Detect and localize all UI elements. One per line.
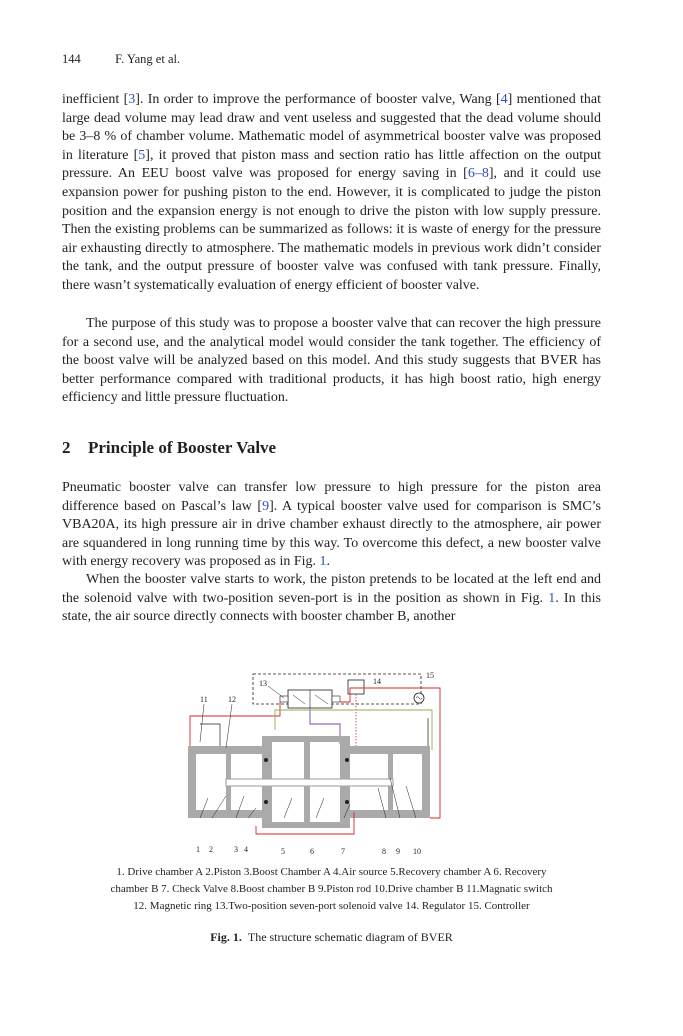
bver-schematic-diagram [180,668,470,860]
fig-label-1: 1 [196,845,200,854]
pipe-green [275,710,432,750]
solenoid-valve-icon [280,690,340,708]
section-title-text: Principle of Booster Valve [88,438,277,457]
citation-link[interactable]: 9 [262,498,270,514]
running-header [62,52,180,67]
fig-label-2: 2 [209,845,213,854]
fig-label-3: 3 [234,845,238,854]
running-title: F. Yang et al. [115,52,181,66]
fig-label-15: 15 [426,671,434,680]
piston-rod [226,779,393,786]
citation-link[interactable]: 6–8 [467,166,489,182]
paragraph-intro-1: inefficient [3]. In order to improve the performance of booster valve, Wang [4] mentioned that large dead volume may lead draw and vent useless and suggested that the dead volume should be 3–8 % of chamber volume. Mathematic model of asymmetrical booster valve was proposed in literature [5], it proved that piston mass and section ratio has little affection on the output pressure. An EEU boost valve was proposed for energy saving in [6–8], and it could use expansion power for pushing piston to the end. However, it is complicated to judge the piston position and the expansion energy is not enough to drive the piston with low supply pressure. Then the existing problems can be summarized as follows: it is waste of energy for the pressure air exhausting directly to atmosphere. The mathematic models in previous work didn’t consider the tank, and the output pressure of booster valve was confused with tank pressure. Finally, there wasn’t systematically evaluation of energy efficient of booster valve. [62,92,602,293]
paragraph-principle-2: When the booster valve starts to work, the piston pretends to be located at the left end and the solenoid valve with two-position seven-port is in the position as shown in Fig. 1. In this state, the air source directly connects with booster chamber B, another [62,572,601,625]
fig-label-4: 4 [244,845,248,854]
fig-label-7: 7 [341,847,345,856]
citation-link[interactable]: 3 [128,92,136,107]
citation-link[interactable]: 1 [548,590,556,606]
legend-line: chamber B 7. Check Valve 8.Boost chamber B 9.Piston rod 10.Drive chamber B 11.Magnatic switch [110,883,553,895]
fig-label-11: 11 [200,695,208,704]
citation-link[interactable]: 1 [319,554,327,570]
paragraph-principle-1: Pneumatic booster valve can transfer low pressure to high pressure for the piston area difference based on Pascal’s law [9]. A typical booster valve used for comparison is SMC’s VBA20A, its high pressure air in drive chamber exhaust directly to the atmosphere, air power are squandered in long running time by this way. To overcome this defect, a new booster valve with energy recovery was proposed as in Fig. 1. [62,480,601,570]
fig-label-6: 6 [310,847,314,856]
section-number: 2 [62,438,71,457]
fig-label-8: 8 [382,847,386,856]
figure-legend [62,864,601,915]
citation-link[interactable]: 5 [138,147,146,163]
fig-label-12: 12 [228,695,236,704]
legend-line: 12. Magnetic ring 13.Two-position seven-port solenoid valve 14. Regulator 15. Controller [133,900,530,912]
fig-label-9: 9 [396,847,400,856]
fig-label-14: 14 [373,677,381,686]
figure-caption-text: The structure schematic diagram of BVER [247,930,453,944]
paragraph-intro-2: The purpose of this study was to propose a booster valve that can recover the high pressure for a second use, and the analytical model would consider the tank together. The efficiency of the boost valve will be analyzed based on this model. And this study suggests that BVER has better performance compared with traditional products, it has high boost ratio, high energy efficiency and little pressure fluctuation. [62,316,601,406]
citation-link[interactable]: 4 [500,92,508,107]
fig-label-10: 10 [413,847,421,856]
page-number: 144 [62,52,81,66]
section-title [62,438,276,458]
figure-caption [62,930,601,945]
fig-label-5: 5 [281,847,285,856]
legend-line: 1. Drive chamber A 2.Piston 3.Boost Chamber A 4.Air source 5.Recovery chamber A 6. Recovery [116,866,547,878]
figure-caption-label: Fig. 1. [210,930,242,944]
fig-label-13: 13 [259,679,267,688]
